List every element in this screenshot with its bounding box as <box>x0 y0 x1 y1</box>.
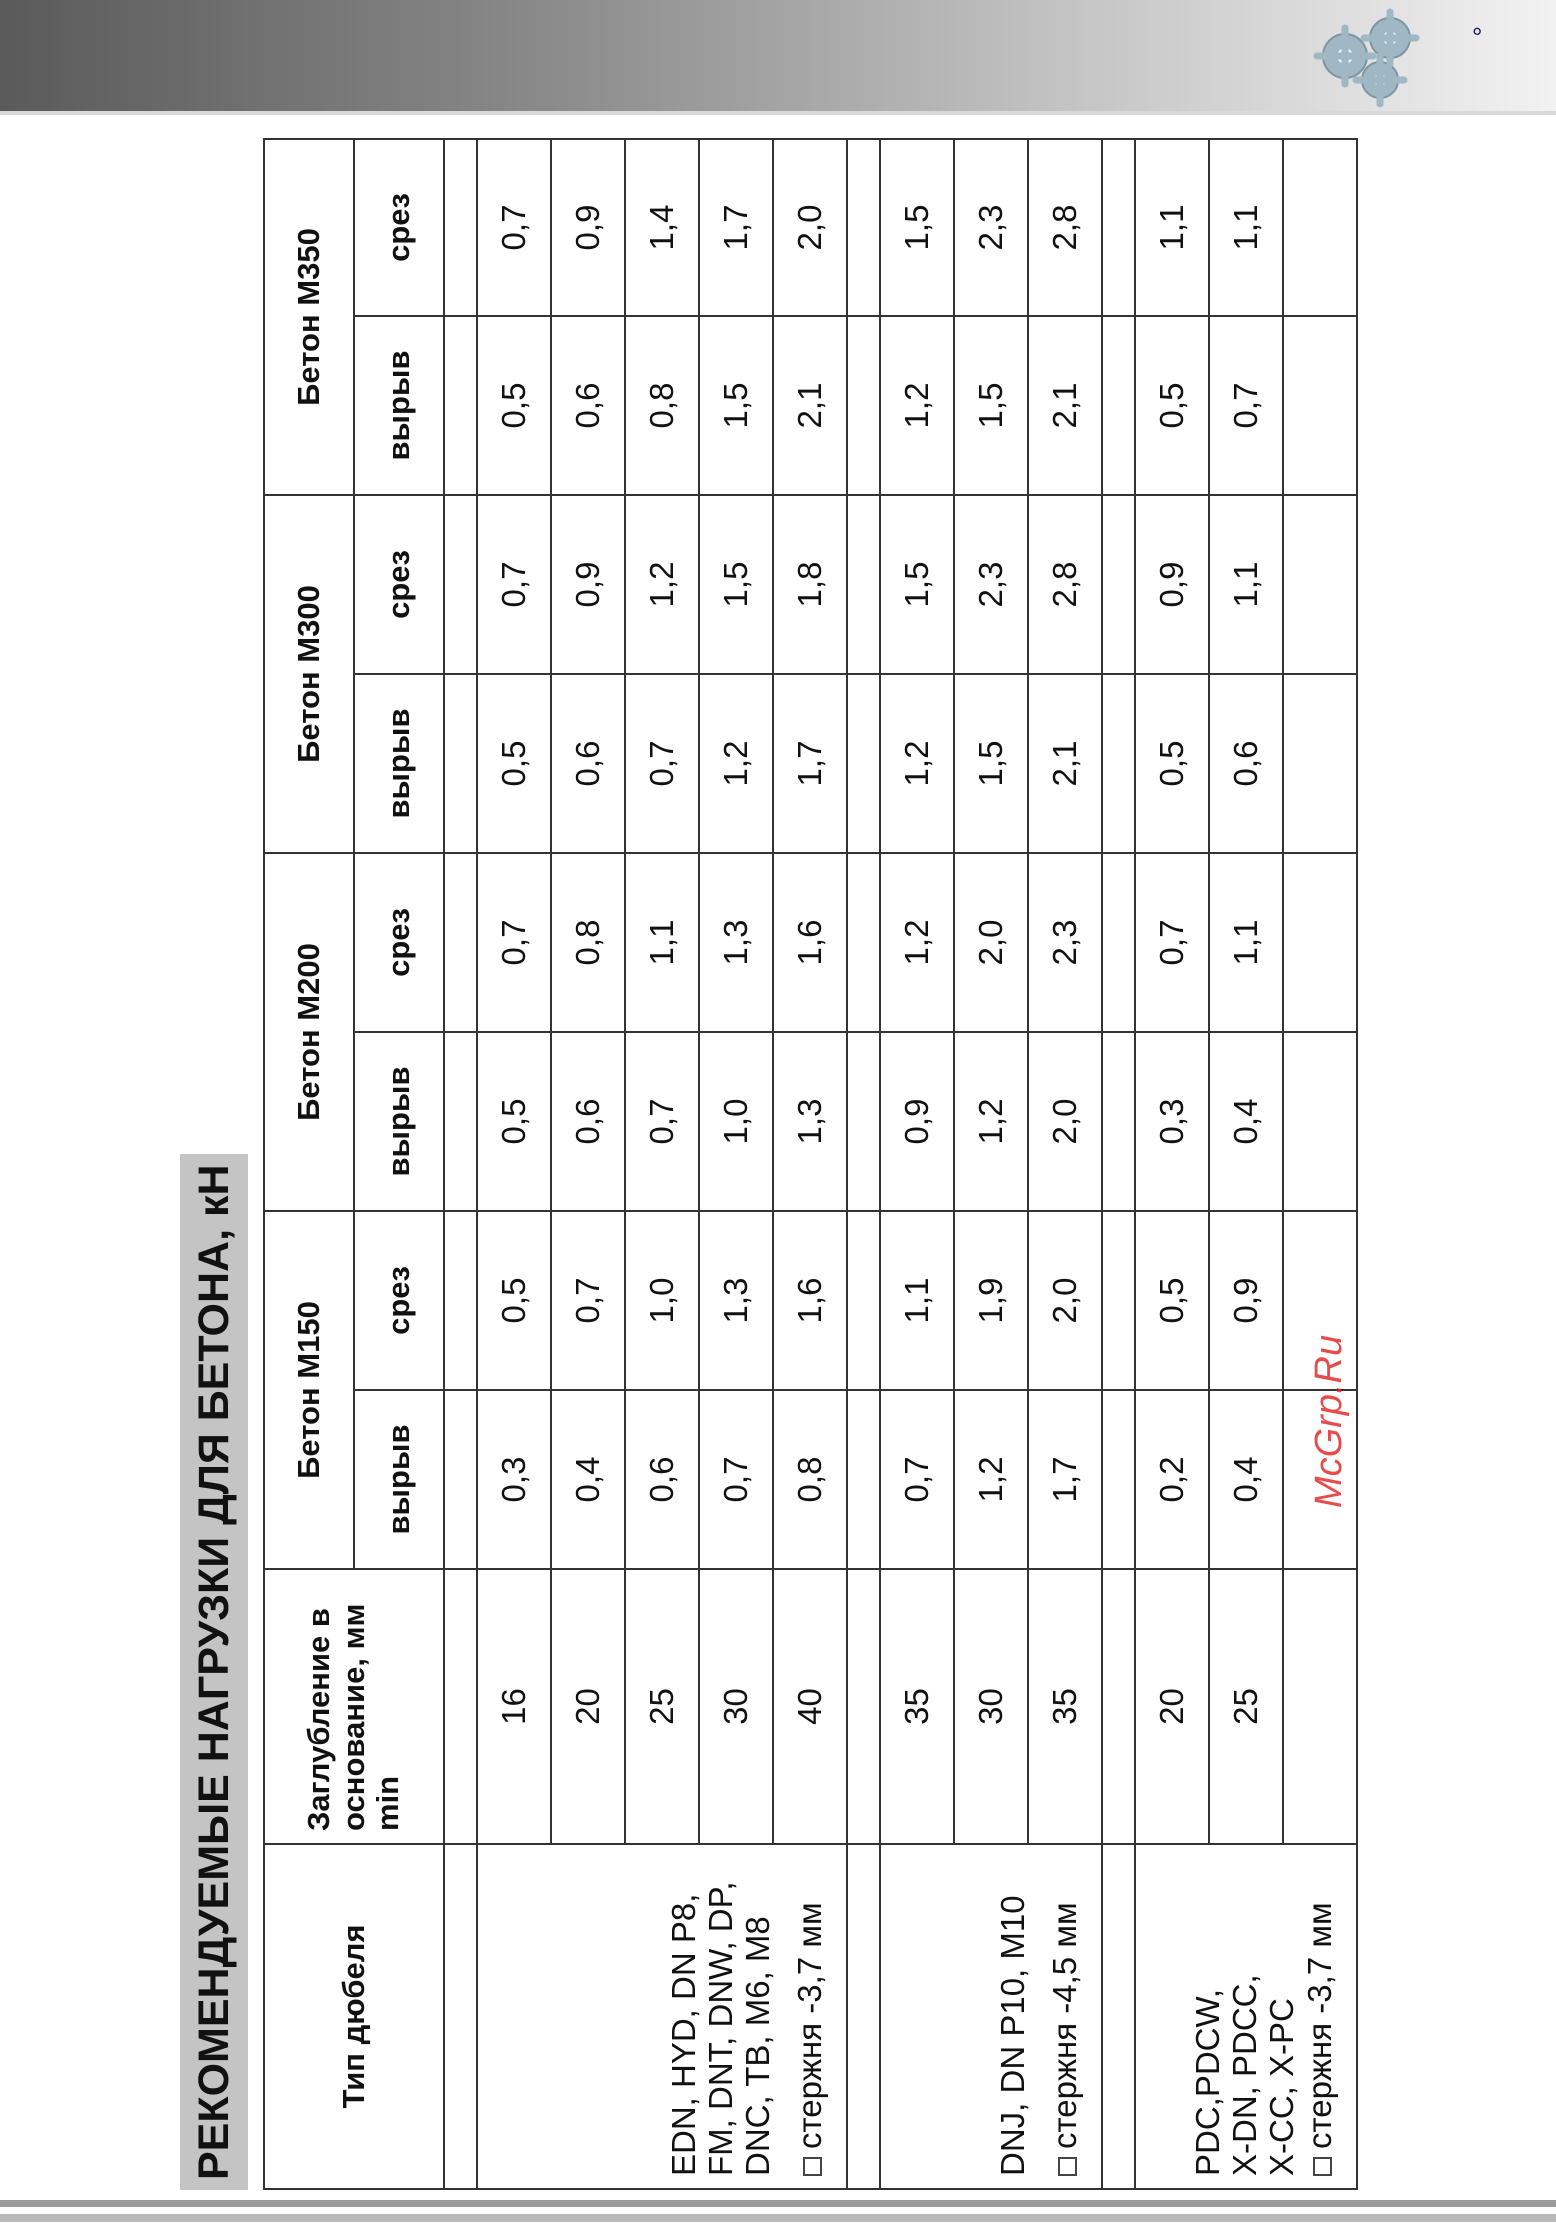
value-cell: 0,9 <box>551 139 625 316</box>
dowel-type-cell: EDN, HYD, DN P8, FM, DNT, DNW, DP, DNC, TB, M6, M8 стержня -3,7 мм <box>477 1844 847 2189</box>
value-cell: 0,8 <box>625 316 699 495</box>
value-cell: 2,3 <box>954 495 1028 674</box>
value-cell: 0,9 <box>1135 495 1209 674</box>
value-cell: 1,1 <box>1209 139 1283 316</box>
value-cell: 0,3 <box>1135 1032 1209 1211</box>
header-band <box>0 0 1556 115</box>
footer-band <box>0 2200 1556 2233</box>
value-cell: 0,7 <box>699 1390 773 1569</box>
value-cell: 0,7 <box>1209 316 1283 495</box>
value-cell: 0,6 <box>625 1390 699 1569</box>
table-row <box>880 139 954 2189</box>
col-type-header: Тип дюбеля <box>264 1844 444 2189</box>
value-cell <box>1283 139 1357 316</box>
depth-cell: 25 <box>625 1569 699 1844</box>
value-cell: 0,8 <box>773 1390 847 1569</box>
value-cell: 1,5 <box>954 674 1028 853</box>
value-cell: 1,5 <box>954 316 1028 495</box>
value-cell <box>1283 495 1357 674</box>
value-cell: 0,5 <box>1135 316 1209 495</box>
depth-cell: 25 <box>1209 1569 1283 1844</box>
depth-cell: 35 <box>880 1569 954 1844</box>
depth-cell: 30 <box>699 1569 773 1844</box>
depth-cell: 40 <box>773 1569 847 1844</box>
value-cell: 1,2 <box>954 1032 1028 1211</box>
value-cell: 0,7 <box>625 1032 699 1211</box>
value-cell: 0,5 <box>1135 674 1209 853</box>
depth-cell: 20 <box>551 1569 625 1844</box>
grade-header: Бетон М150 <box>264 1211 354 1569</box>
value-cell: 1,1 <box>1209 853 1283 1032</box>
sub-header-pullout: вырыв <box>354 1390 444 1569</box>
dowel-type-cell: PDC,PDCW, X-DN, PDCC, X-CC, X-PC стержня -3,7 мм <box>1135 1844 1357 2189</box>
value-cell: 2,8 <box>1028 495 1102 674</box>
value-cell: 1,2 <box>880 316 954 495</box>
value-cell: 1,5 <box>880 495 954 674</box>
diameter-symbol-icon <box>1058 2157 1077 2176</box>
grade-header: Бетон М200 <box>264 853 354 1211</box>
value-cell: 0,4 <box>551 1390 625 1569</box>
corner-mark: ° <box>1472 22 1483 52</box>
dowel-type-cell: DNJ, DN P10, M10 стержня -4,5 мм <box>880 1844 1102 2189</box>
value-cell: 2,0 <box>954 853 1028 1032</box>
value-cell: 1,7 <box>1028 1390 1102 1569</box>
grade-header: Бетон М350 <box>264 139 354 495</box>
value-cell: 1,6 <box>773 853 847 1032</box>
value-cell: 1,5 <box>880 139 954 316</box>
value-cell: 0,9 <box>880 1032 954 1211</box>
value-cell: 0,6 <box>551 1032 625 1211</box>
depth-cell: 16 <box>477 1569 551 1844</box>
value-cell: 1,5 <box>699 316 773 495</box>
value-cell: 0,9 <box>551 495 625 674</box>
value-cell: 1,0 <box>699 1032 773 1211</box>
value-cell: 2,1 <box>1028 316 1102 495</box>
value-cell: 0,2 <box>1135 1390 1209 1569</box>
value-cell: 0,5 <box>477 1032 551 1211</box>
loads-table <box>263 138 1358 2190</box>
col-depth-header: Заглубление в основание, мм min <box>264 1569 444 1844</box>
value-cell: 0,6 <box>551 316 625 495</box>
sub-header-pullout: вырыв <box>354 316 444 495</box>
value-cell: 0,3 <box>477 1390 551 1569</box>
table-row <box>477 139 551 2189</box>
value-cell: 1,7 <box>699 139 773 316</box>
value-cell: 1,3 <box>699 853 773 1032</box>
sub-header-shear: срез <box>354 139 444 316</box>
value-cell: 1,1 <box>1135 139 1209 316</box>
value-cell: 0,7 <box>880 1390 954 1569</box>
depth-cell: 30 <box>954 1569 1028 1844</box>
sub-header-shear: срез <box>354 853 444 1032</box>
value-cell: 0,4 <box>1209 1390 1283 1569</box>
value-cell: 0,7 <box>1135 853 1209 1032</box>
value-cell: 0,7 <box>477 139 551 316</box>
diameter-symbol-icon <box>803 2157 822 2176</box>
value-cell: 1,7 <box>773 674 847 853</box>
value-cell: 0,7 <box>551 1211 625 1390</box>
table-row <box>1135 139 1209 2189</box>
value-cell: 2,0 <box>1028 1032 1102 1211</box>
depth-cell: 35 <box>1028 1569 1102 1844</box>
value-cell: 0,7 <box>477 495 551 674</box>
value-cell: 0,5 <box>477 674 551 853</box>
value-cell: 1,2 <box>880 853 954 1032</box>
value-cell: 2,0 <box>773 139 847 316</box>
value-cell: 2,0 <box>1028 1211 1102 1390</box>
value-cell: 2,3 <box>1028 853 1102 1032</box>
value-cell: 0,4 <box>1209 1032 1283 1211</box>
value-cell: 0,9 <box>1209 1211 1283 1390</box>
value-cell: 1,1 <box>1209 495 1283 674</box>
value-cell: 0,8 <box>551 853 625 1032</box>
watermark: McGrp.Ru <box>1308 1334 1350 1508</box>
value-cell: 1,0 <box>625 1211 699 1390</box>
sub-header-pullout: вырыв <box>354 1032 444 1211</box>
value-cell: 0,5 <box>477 316 551 495</box>
content-frame <box>180 140 1420 2190</box>
value-cell: 0,6 <box>1209 674 1283 853</box>
page-title: РЕКОМЕНДУЕМЫЕ НАГРУЗКИ ДЛЯ БЕТОНА, кН <box>180 1154 248 2190</box>
gears-icon <box>1300 8 1440 108</box>
value-cell: 1,8 <box>773 495 847 674</box>
depth-cell <box>1283 1569 1357 1844</box>
value-cell: 0,7 <box>477 853 551 1032</box>
value-cell: 1,1 <box>625 853 699 1032</box>
sub-header-shear: срез <box>354 1211 444 1390</box>
value-cell <box>1283 674 1357 853</box>
value-cell <box>1283 316 1357 495</box>
value-cell: 1,2 <box>699 674 773 853</box>
sub-header-shear: срез <box>354 495 444 674</box>
value-cell: 1,6 <box>773 1211 847 1390</box>
value-cell <box>1283 1032 1357 1211</box>
value-cell: 2,8 <box>1028 139 1102 316</box>
value-cell: 2,1 <box>1028 674 1102 853</box>
value-cell: 0,5 <box>477 1211 551 1390</box>
value-cell: 1,1 <box>880 1211 954 1390</box>
value-cell: 1,3 <box>699 1211 773 1390</box>
diameter-symbol-icon <box>1313 2157 1332 2176</box>
value-cell: 1,3 <box>773 1032 847 1211</box>
value-cell: 1,5 <box>699 495 773 674</box>
value-cell: 2,3 <box>954 139 1028 316</box>
value-cell: 0,5 <box>1135 1211 1209 1390</box>
value-cell: 1,2 <box>880 674 954 853</box>
value-cell: 2,1 <box>773 316 847 495</box>
grade-header: Бетон М300 <box>264 495 354 853</box>
depth-cell: 20 <box>1135 1569 1209 1844</box>
value-cell: 1,2 <box>954 1390 1028 1569</box>
value-cell: 1,4 <box>625 139 699 316</box>
sub-header-pullout: вырыв <box>354 674 444 853</box>
value-cell: 0,6 <box>551 674 625 853</box>
value-cell: 0,7 <box>625 674 699 853</box>
value-cell: 1,2 <box>625 495 699 674</box>
value-cell <box>1283 853 1357 1032</box>
value-cell: 1,9 <box>954 1211 1028 1390</box>
